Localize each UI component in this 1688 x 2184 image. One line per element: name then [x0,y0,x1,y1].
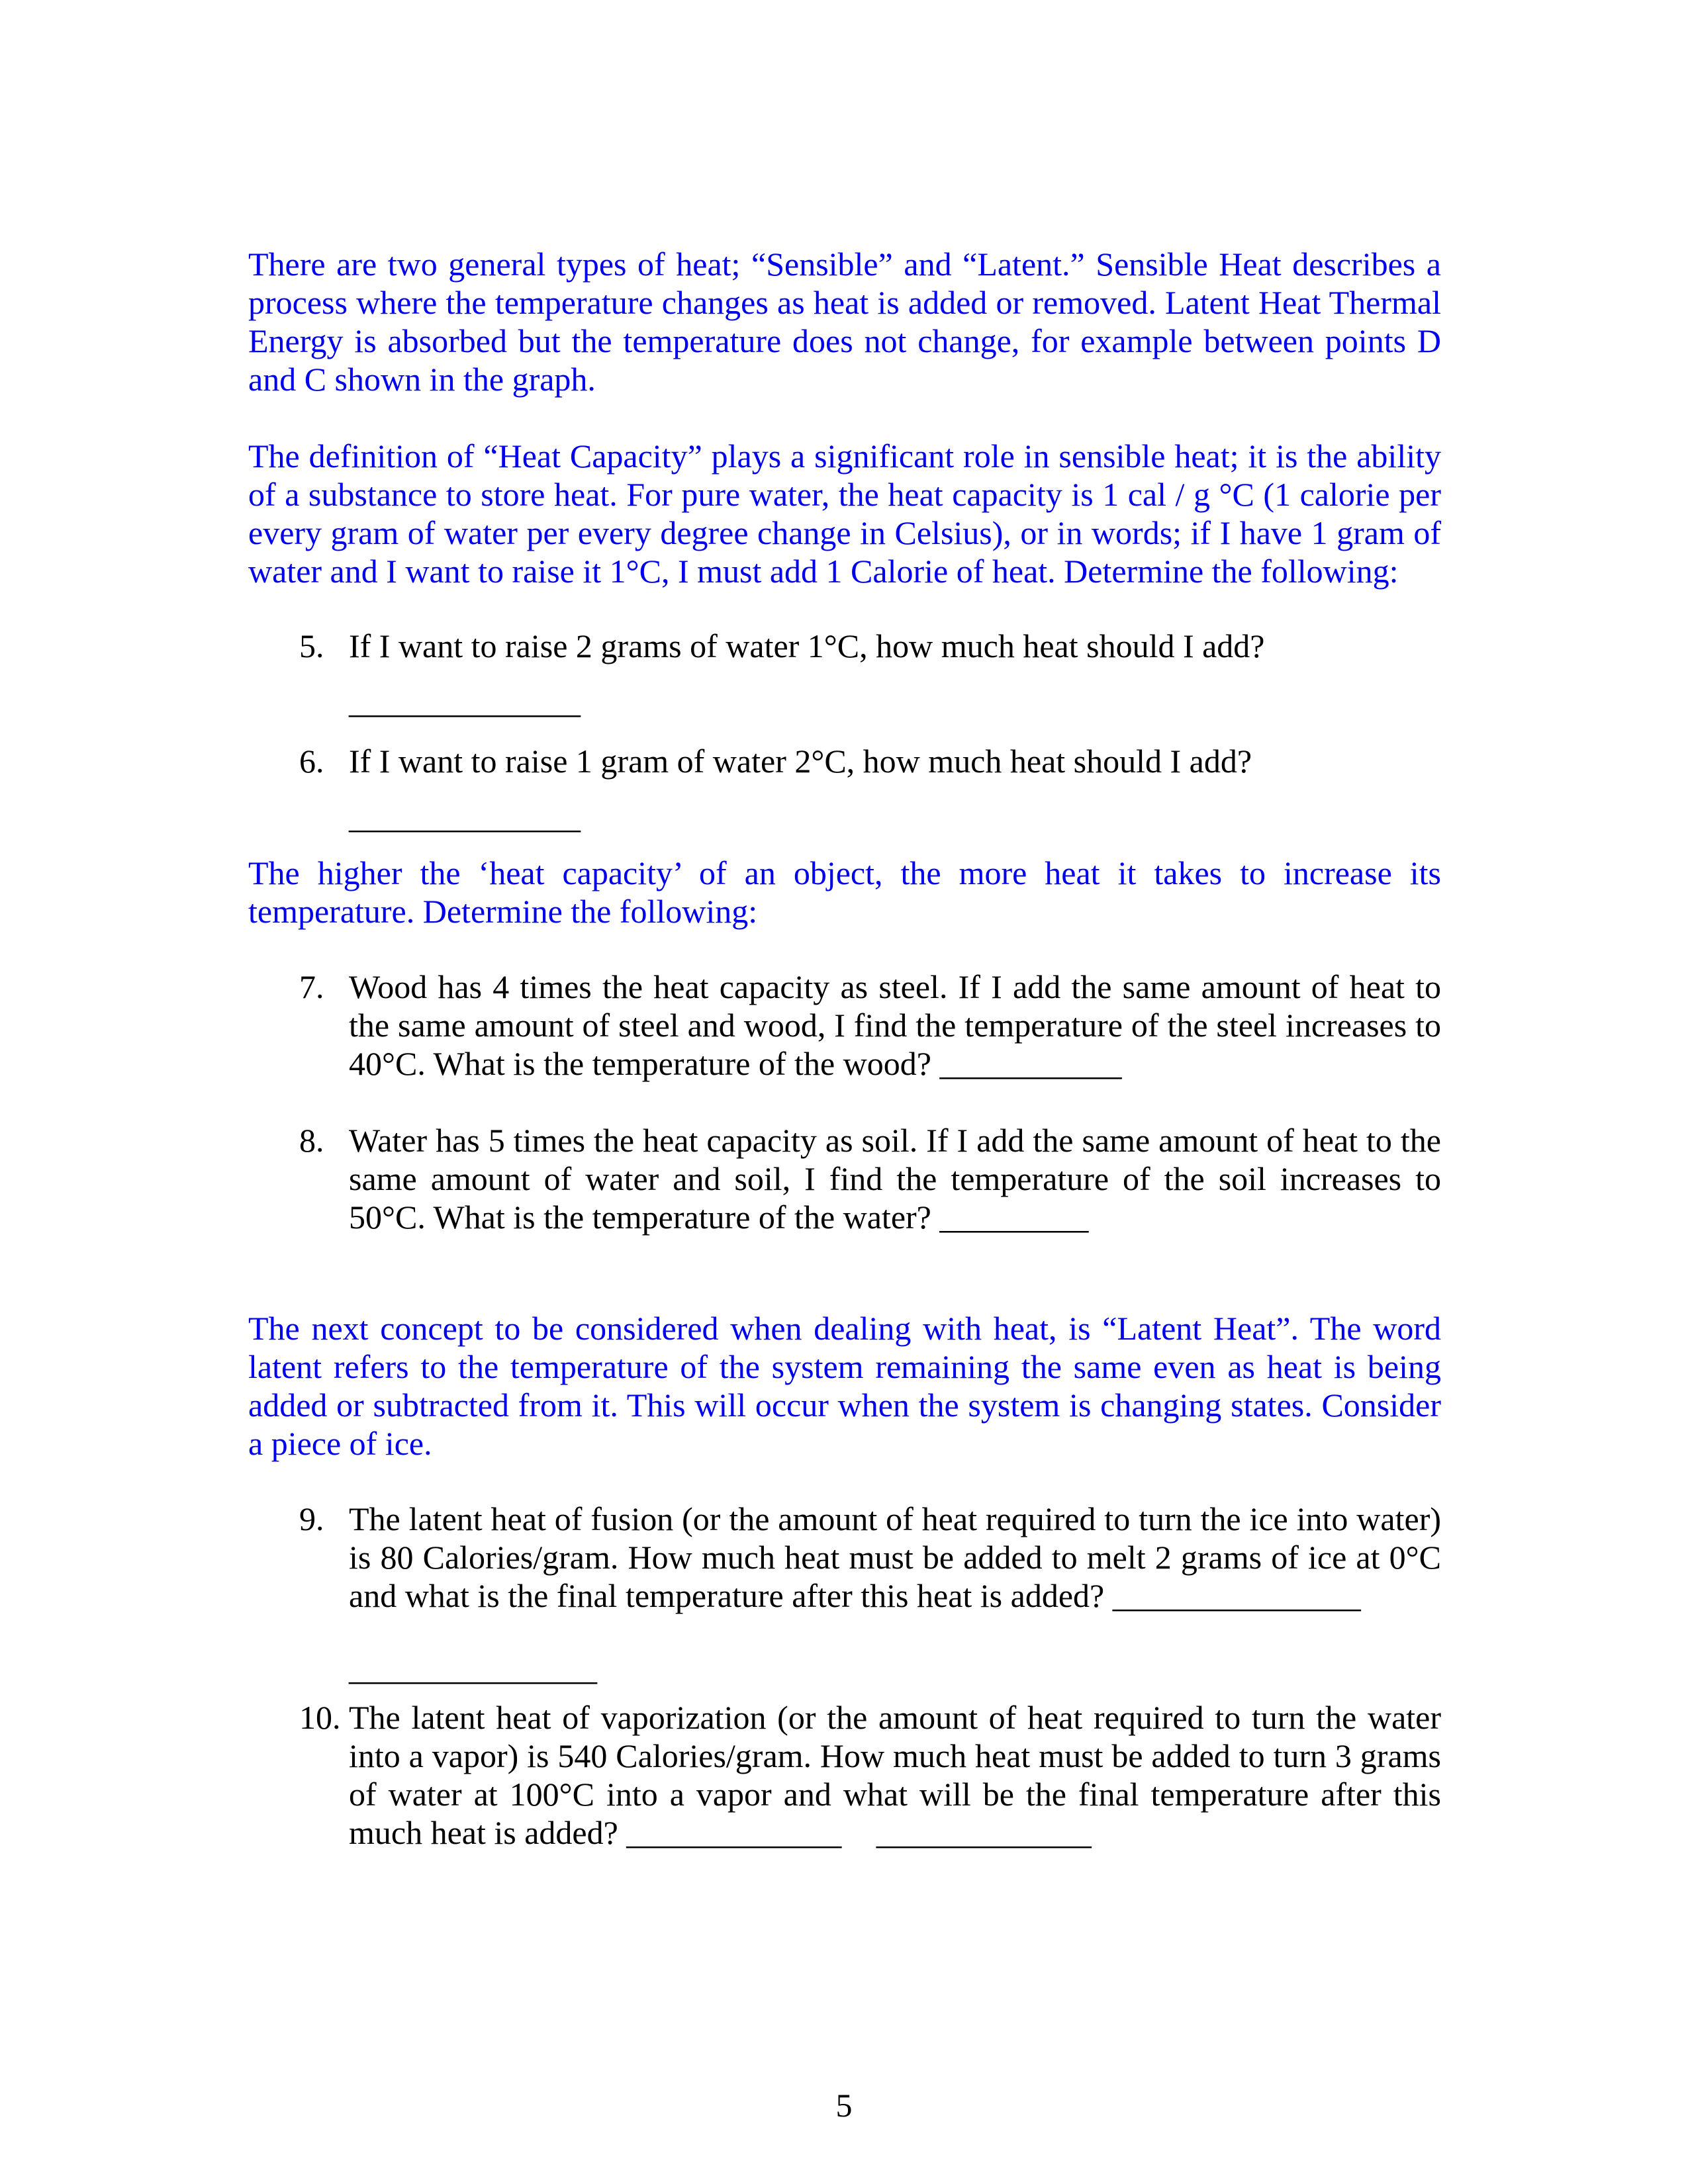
question-7-answer-blank: ___________ [939,1045,1122,1082]
question-5-number: 5. [299,627,324,664]
question-6-number: 6. [299,743,324,780]
question-7-text: Wood has 4 times the heat capacity as steel. If I add the same amount of heat to the same amount of steel and wood, I find the temperature of the steel increases to 40°C. What is the temperature of the wood? [349,968,1441,1082]
question-9 [299,1500,1441,1688]
question-6-text: If I want to raise 1 gram of water 2°C, how much heat should I add? [349,743,1252,780]
question-9-answer-blank-2: _______________ [349,1650,597,1687]
paragraph-heat-capacity: The definition of “Heat Capacity” plays a significant role in sensible heat; it is the ability of a substance to store heat. For pure water, the heat capacity is 1 cal / g °C (1 calorie per every gram of water per every degree change in Celsius), or in words; if I have 1 gram of water and I want to raise it 1°C, I must add 1 Calorie of heat. Determine the following: [248,437,1441,590]
question-6-answer-blank: ______________ [349,798,581,835]
paragraph-sensible-latent: There are two general types of heat; “Sensible” and “Latent.” Sensible Heat describes a process where the temperature changes as heat is added or removed. Latent Heat Thermal Energy is absorbed but the temperature does not change, for example between points D and C shown in the graph. [248,246,1441,398]
question-5 [299,627,1441,721]
question-9-text: The latent heat of fusion (or the amount of heat required to turn the ice into water) is 80 Calories/gram. How much heat must be added to melt 2 grams of ice at 0°C and what is the final temperature after this heat is added? [349,1500,1441,1614]
paragraph-latent-heat: The next concept to be considered when dealing with heat, is “Latent Heat”. The word latent refers to the temperature of the system remaining the same even as heat is being added or subtracted from it. This will occur when the system is changing states. Consider a piece of ice. [248,1310,1441,1462]
question-6 [299,742,1441,836]
question-10-number: 10. [299,1699,341,1736]
question-10-answer-blank-1: _____________ [626,1814,842,1851]
question-8 [299,1121,1441,1236]
question-7 [299,968,1441,1083]
question-5-answer-blank: ______________ [349,683,581,720]
question-8-answer-blank: _________ [939,1199,1089,1236]
question-10-answer-blank-2: _____________ [876,1814,1092,1851]
question-10 [299,1698,1441,1852]
question-9-answer-blank-1: _______________ [1112,1577,1361,1614]
question-10-text: The latent heat of vaporization (or the amount of heat required to turn the water into a vapor) is 540 Calories/gram. How much heat must be added to turn 3 grams of water at 100°C into a vapor and what will be the final temperature after this much heat is added? [349,1699,1441,1851]
page-number: 5 [835,2087,853,2124]
question-8-text: Water has 5 times the heat capacity as soil. If I add the same amount of heat to the same amount of water and soil, I find the temperature of the soil increases to 50°C. What is the temperature of the water? [349,1122,1441,1236]
question-7-number: 7. [299,968,324,1005]
question-5-text: If I want to raise 2 grams of water 1°C, how much heat should I add? [349,627,1265,664]
question-8-number: 8. [299,1122,324,1159]
question-9-number: 9. [299,1500,324,1537]
paragraph-higher-heat-capacity: The higher the ‘heat capacity’ of an object, the more heat it takes to increase its temperature. Determine the following: [248,854,1441,930]
